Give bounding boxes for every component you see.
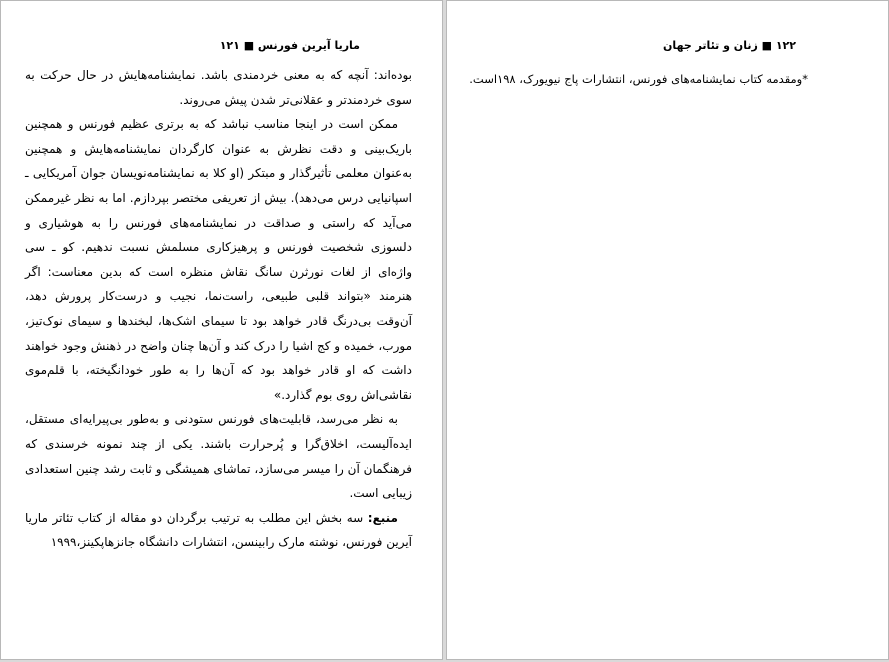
paragraph: بوده‌اند: آنچه که به معنی خردمندی باشد. نمایشنامه‌هایش در حال حرکت به سوی خردمندتر و عقلانی‌تر شدن پیش می‌روند. [25,68,412,107]
paragraph: ممکن است در اینجا مناسب نباشد که به برتری عظیم فورنس و همچنین باریک‌بینی و دقت نظرش به عنوان کارگردان نمایشنامه‌هایش و همچنین به‌عنوان معلمی تأثیرگذار و مبتکر (او کلا به نمایشنامه‌نویسان جوان آمریکایی ـ اسپانیایی درس می‌دهد). بیش از تعریفی مختصر بپردازم. اما به نظر غیرممکن می‌آید که راستی و صداقت در نمایشنامه‌های فورنس را به هوشیاری و دلسوزی شخصیت فورنس و پرهیزکاری مسلمش نسبت ندهیم. کو ـ سی واژه‌ای از لغات نورثرن سانگ نقاش منظره است که بدین معناست: اگر هنرمند «بتواند قلبی طبیعی، راست‌نما، نجیب و درست‌کار پرورش دهد، آن‌وقت بی‌درنگ قادر خواهد بود تا سیمای اشک‌ها، لبخندها و سیمای نوک‌تیز، مورب، خمیده و کج اشیا را درک کند و آن‌ها چنان واضح در ذهنش وجود خواهند داشت که او قادر خواهد بود که آن‌ها را به طور خودانگیخته، با قلم‌موی نقاشی‌اش روی بوم گذارد.» [25,117,412,402]
footnote: *ومقدمه کتاب نمایشنامه‌های فورنس، انتشارات پاج نیویورک، ۱۹۸است. [469,72,808,86]
source-label: منبع: [367,510,398,525]
right-page [446,0,889,660]
body-text [25,63,412,555]
paragraph: به نظر می‌رسد، قابلیت‌های فورنس ستودنی و به‌طور بی‌پیرایه‌ای مستقل، ایده‌آلیست، اخلاق‌گرا و پُرحرارت باشند. یکی از چند نمونه خرسندی که فرهنگمان آن را میسر می‌سازد، تماشای همیشگی و ثابت رشد چنین استعدادی زیبایی است. [25,412,412,501]
left-page [0,0,443,660]
running-header: ۱۲۲ ■ زنان و تئاتر جهان [663,39,796,52]
source-note [25,506,412,555]
running-header: ماریا آیرین فورنس ■ ۱۲۱ [219,39,360,52]
source-text: سه بخش این مطلب به ترتیب برگردان دو مقاله از کتاب تئاتر ماریا آیرین فورنس، نوشته مارک رابینسن، انتشارات دانشگاه جانزهاپکینز،۱۹۹۹ [25,510,412,550]
